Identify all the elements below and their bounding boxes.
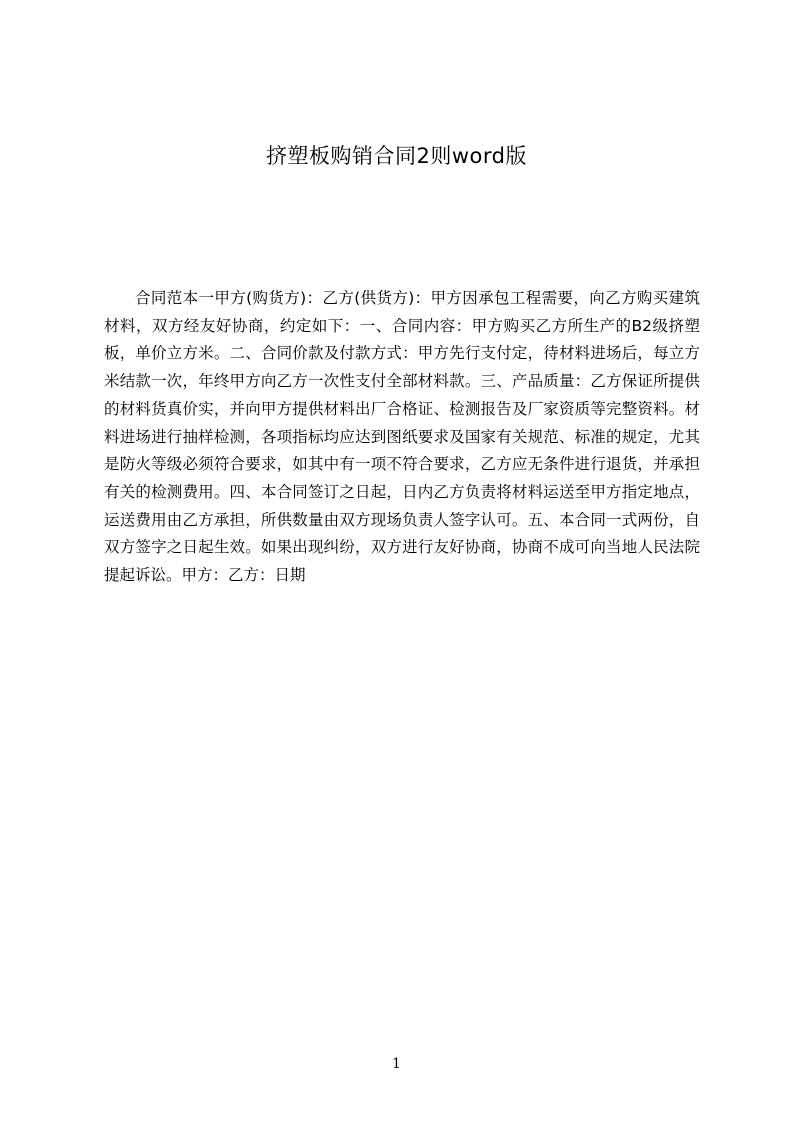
document-title: 挤塑板购销合同2则word版 — [266, 144, 527, 168]
page-number: 1 — [392, 1056, 401, 1072]
contract-body-paragraph: 合同范本一甲方(购货方)：乙方(供货方)：甲方因承包工程需要，向乙方购买建筑材料，双方经友好协商，约定如下：一、合同内容：甲方购买乙方所生产的B2级挤塑板，单价立方米。二、合同价款及付款方式：甲方先行支付定，待材料进场后，每立方米结款一次，年终甲方向乙方一次性支付全部材料款。三、产品质量：乙方保证所提供的材料货真价实，并向甲方提供材料出厂合格证、检测报告及厂家资质等完整资料。材料进场进行抽样检测，各项指标均应达到图纸要求及国家有关规范、标准的规定，尤其是防火等级必须符合要求，如其中有一项不符合要求，乙方应无条件进行退货，并承担有关的检测费用。四、本合同签订之日起，日内乙方负责将材料运送至甲方指定地点，运送费用由乙方承担，所供数量由双方现场负责人签字认可。五、本合同一式两份，自双方签字之日起生效。如果出现纠纷，双方进行友好协商，协商不成可向当地人民法院提起诉讼。甲方：乙方：日期 — [104, 289, 700, 585]
